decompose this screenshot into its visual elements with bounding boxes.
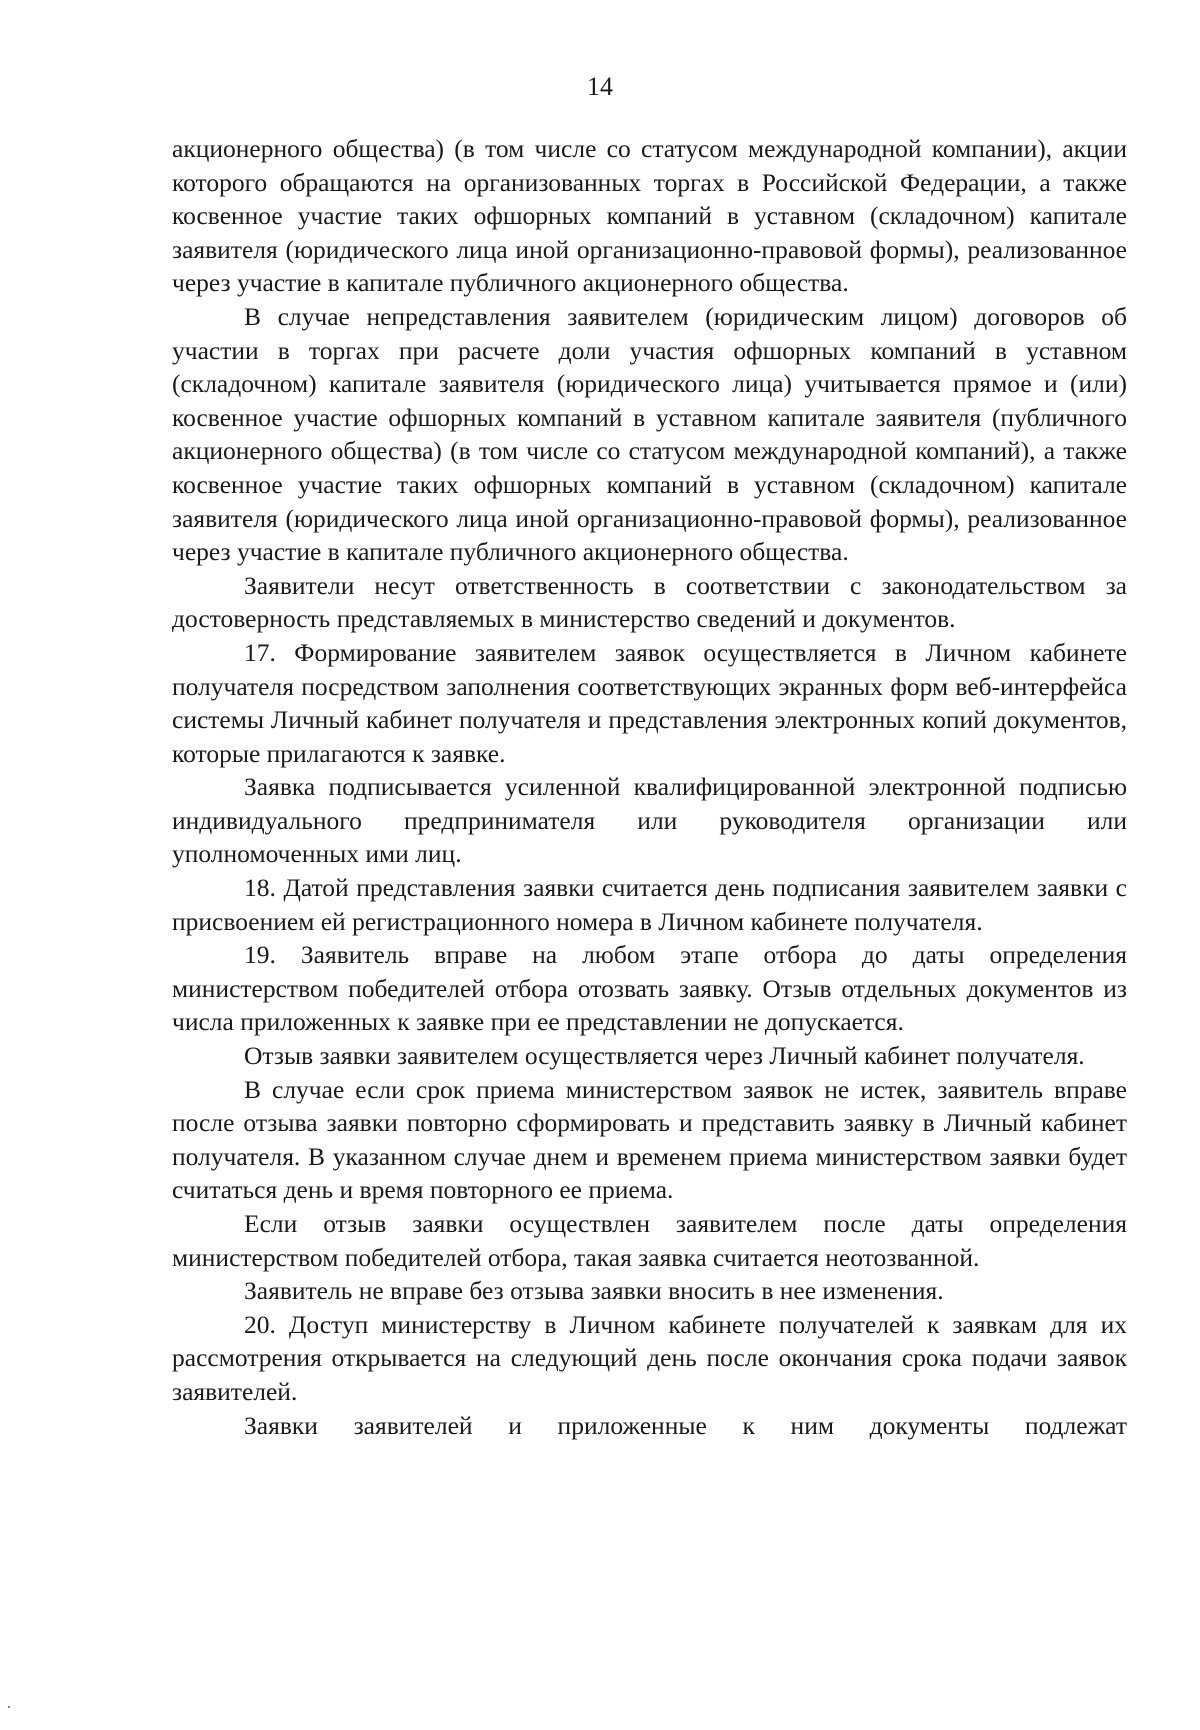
paragraph-3: Заявители несут ответственность в соответствии с законодательством за достоверность представляемых в министерство сведений и документов.: [172, 570, 1127, 634]
paragraph-5: Заявка подписывается усиленной квалифицированной электронной подписью индивидуального предпринимателя или руководителя организации или уполномоченных ими лиц.: [172, 772, 1127, 869]
paragraph-6: 18. Датой представления заявки считается день подписания заявителем заявки с присвоением ей регистрационного номера в Личном кабинете получателя.: [172, 873, 1127, 936]
paragraph-8: Отзыв заявки заявителем осуществляется через Личный кабинет получателя.: [244, 1041, 1085, 1071]
paragraph-2: В случае непредставления заявителем (юридическим лицом) договоров об участии в торгах при расчете доли участия офшорных компаний в уставном (складочном) капитале заявителя (юридического лица) учитывается прямое и (или) косвенное участие офшорных компаний в уставном капитале заявителя (публичного акционерного общества) (в том числе со статусом международной компаний), а также косвенное участие таких офшорных компаний в уставном (складочном) капитале заявителя (юридического лица иной организационно-правовой формы), реализованное через участие в капитале публичного акционерного общества.: [172, 301, 1127, 567]
paragraph-4: 17. Формирование заявителем заявок осуществляется в Личном кабинете получателя посредством заполнения соответствующих экранных форм веб-интерфейса системы Личный кабинет получателя и представления электронных копий документов, которые прилагаются к заявке.: [172, 637, 1127, 768]
paragraph-1: акционерного общества) (в том числе со статусом международной компании), акции которого обращаются на организованных торгах в Российской Федерации, а также косвенное участие таких офшорных компаний в уставном (складочном) капитале заявителя (юридического лица иной организационно-правовой формы), реализованное через участие в капитале публичного акционерного общества.: [172, 134, 1127, 298]
paragraph-12: 20. Доступ министерству в Личном кабинете получателей к заявкам для их рассмотрения открывается на следующий день после окончания срока подачи заявок заявителей.: [172, 1309, 1127, 1406]
paragraph-9: В случае если срок приема министерством заявок не истек, заявитель вправе после отзыва заявки повторно сформировать и представить заявку в Личный кабинет получателя. В указанном случае днем и временем приема министерством заявки будет считаться день и время повторного ее приема.: [172, 1074, 1127, 1205]
scan-artifact: [8, 1706, 10, 1708]
paragraph-7: 19. Заявитель вправе на любом этапе отбора до даты определения министерством победителей отбора отозвать заявку. Отзыв отдельных документов из числа приложенных к заявке при ее представлении не допускается.: [172, 940, 1127, 1037]
paragraph-11: Заявитель не вправе без отзыва заявки вносить в нее изменения.: [244, 1276, 944, 1306]
document-body: [172, 132, 1127, 1442]
paragraph-10: Если отзыв заявки осуществлен заявителем после даты определения министерством победителей отбора, такая заявка считается неотозванной.: [172, 1209, 1127, 1272]
page-number: 14: [587, 72, 613, 101]
paragraph-13: Заявки заявителей и приложенные к ним документы подлежат: [244, 1410, 1127, 1440]
